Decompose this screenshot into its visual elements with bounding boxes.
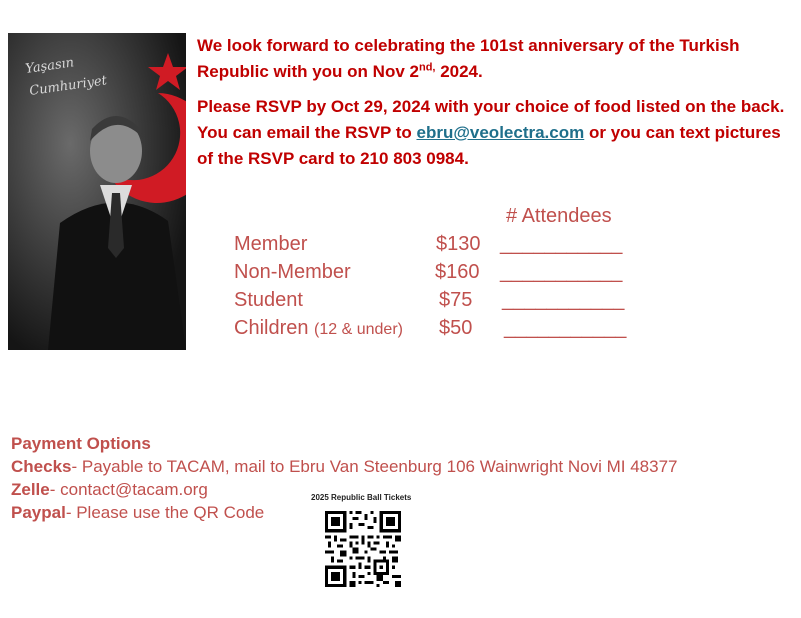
ticket-label: Non-Member (234, 261, 351, 283)
ticket-price: $50 (439, 317, 473, 339)
ticket-price: $130 (436, 233, 481, 255)
pricing-row-student (234, 286, 654, 314)
payment-checks (11, 455, 731, 478)
payment-title: Payment Options (11, 434, 151, 453)
svg-text:Cumhuriyet: Cumhuriyet (28, 73, 108, 99)
rsvp-intro (197, 33, 797, 181)
ataturk-portrait (8, 33, 186, 350)
rsvp-text-main: Please RSVP by Oct 29, 2024 with your choice of food listed on the back. You can email the RSVP to (197, 97, 785, 142)
ticket-price: $75 (439, 289, 473, 311)
anniversary-text (197, 33, 797, 85)
checks-text: - Payable to TACAM, mail to Ebru Van Steenburg 106 Wainwright Novi MI 48377 (71, 457, 678, 476)
paypal-label: Paypal (11, 503, 66, 522)
pricing-row-member (234, 230, 654, 258)
ticket-label: Student (234, 289, 303, 311)
date-suffix: nd, (418, 61, 436, 74)
checks-label: Checks (11, 457, 72, 476)
ticket-price: $160 (435, 261, 480, 283)
ticket-label: Member (234, 233, 308, 255)
attendees-blank[interactable]: ___________ (502, 289, 625, 311)
attendees-blank[interactable]: ___________ (504, 317, 627, 339)
qr-caption: 2025 Republic Ball Tickets (311, 493, 412, 502)
attendees-header: # Attendees (506, 205, 612, 227)
portrait-illustration (8, 33, 186, 350)
anniversary-text-main: We look forward to celebrating the 101st anniversary of the Turkish Republic with you on Nov 2 (197, 36, 740, 81)
pricing-row-children (234, 314, 654, 342)
zelle-label: Zelle (11, 480, 50, 499)
zelle-text: - contact@tacam.org (49, 480, 208, 499)
rsvp-text-phone: or you can text pictures of the RSVP card to 210 803 0984. (197, 123, 781, 168)
paypal-text: - Please use the QR Code (65, 503, 265, 522)
anniversary-year: 2024. (435, 62, 483, 81)
rsvp-instructions (197, 94, 797, 172)
attendees-blank[interactable]: ___________ (500, 261, 623, 283)
svg-text:Yaşasın: Yaşasın (24, 55, 76, 77)
pricing-row-non-member (234, 258, 654, 286)
qr-code[interactable] (325, 511, 401, 587)
attendees-blank[interactable]: ___________ (500, 233, 623, 255)
ticket-label: Children (12 & under) (234, 317, 403, 339)
email-link[interactable]: ebru@veolectra.com (416, 123, 585, 142)
